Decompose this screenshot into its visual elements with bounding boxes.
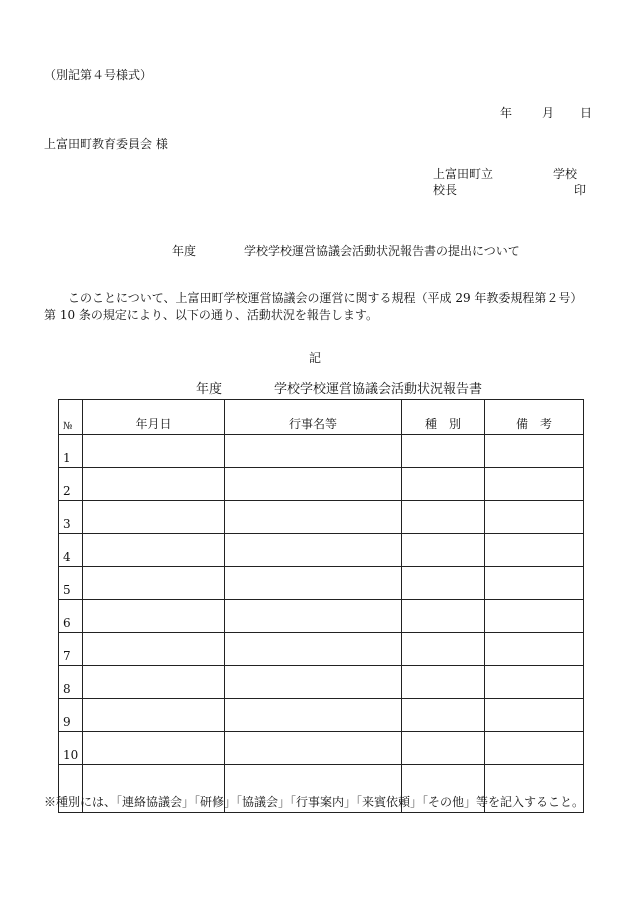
date-row xyxy=(500,106,592,120)
sender-principal xyxy=(433,183,586,197)
footnote: ※種別には、「連絡協議会」「研修」「協議会」「行事案内」「来賓依頼」「その他」等を記入すること。 xyxy=(44,795,585,809)
remarks-cell[interactable] xyxy=(485,435,584,468)
row-number: 10 xyxy=(59,732,83,765)
remarks-cell[interactable] xyxy=(485,600,584,633)
subject-line: 年度 学校学校運営協議会活動状況報告書の提出について xyxy=(172,244,520,258)
table-row xyxy=(59,468,584,501)
event-cell[interactable] xyxy=(225,534,402,567)
event-cell[interactable] xyxy=(225,468,402,501)
remarks-cell[interactable] xyxy=(485,501,584,534)
type-cell[interactable] xyxy=(402,699,485,732)
table-body xyxy=(59,435,584,813)
event-cell[interactable] xyxy=(225,666,402,699)
event-cell[interactable] xyxy=(225,501,402,534)
recipient: 上富田町教育委員会 様 xyxy=(44,137,168,151)
seal-mark: 印 xyxy=(574,183,587,197)
type-cell[interactable] xyxy=(402,600,485,633)
header-remarks: 備 考 xyxy=(485,400,584,435)
remarks-cell[interactable] xyxy=(485,699,584,732)
remarks-cell[interactable] xyxy=(485,468,584,501)
report-table xyxy=(58,399,584,813)
type-cell[interactable] xyxy=(402,501,485,534)
table-row xyxy=(59,732,584,765)
row-number: 6 xyxy=(59,600,83,633)
row-number: 5 xyxy=(59,567,83,600)
event-cell[interactable] xyxy=(225,699,402,732)
type-cell[interactable] xyxy=(402,666,485,699)
date-month: 月 xyxy=(542,106,555,120)
date-cell[interactable] xyxy=(83,435,225,468)
date-cell[interactable] xyxy=(83,567,225,600)
table-row xyxy=(59,666,584,699)
table-row xyxy=(59,435,584,468)
header-no: № xyxy=(59,400,83,435)
principal-label: 校長 xyxy=(433,183,458,197)
body-text: このことについて、上富田町学校運営協議会の運営に関する規程（平成 29 年教委規程第２号）第 10 条の規定により、以下の通り、活動状況を報告します。 xyxy=(44,291,583,322)
type-cell[interactable] xyxy=(402,633,485,666)
date-cell[interactable] xyxy=(83,534,225,567)
row-number: 7 xyxy=(59,633,83,666)
table-row xyxy=(59,633,584,666)
table-row xyxy=(59,534,584,567)
event-cell[interactable] xyxy=(225,732,402,765)
remarks-cell[interactable] xyxy=(485,567,584,600)
type-cell[interactable] xyxy=(402,567,485,600)
remarks-cell[interactable] xyxy=(485,633,584,666)
date-cell[interactable] xyxy=(83,666,225,699)
report-title: 年度 学校学校運営協議会活動状況報告書 xyxy=(196,382,483,397)
date-cell[interactable] xyxy=(83,699,225,732)
header-event: 行事名等 xyxy=(225,400,402,435)
ki-heading: 記 xyxy=(309,351,322,365)
table-header-row xyxy=(59,400,584,435)
date-cell[interactable] xyxy=(83,732,225,765)
event-cell[interactable] xyxy=(225,600,402,633)
table-row xyxy=(59,567,584,600)
type-cell[interactable] xyxy=(402,435,485,468)
row-number: 2 xyxy=(59,468,83,501)
event-cell[interactable] xyxy=(225,435,402,468)
row-number: 4 xyxy=(59,534,83,567)
remarks-cell[interactable] xyxy=(485,534,584,567)
header-date: 年月日 xyxy=(83,400,225,435)
header-type: 種 別 xyxy=(402,400,485,435)
date-cell[interactable] xyxy=(83,501,225,534)
table-row xyxy=(59,699,584,732)
row-number: 8 xyxy=(59,666,83,699)
table-row xyxy=(59,501,584,534)
sender-school: 上富田町立 学校 xyxy=(433,167,578,181)
date-day: 日 xyxy=(580,106,593,120)
form-number: （別記第４号様式） xyxy=(44,68,153,82)
type-cell[interactable] xyxy=(402,732,485,765)
type-cell[interactable] xyxy=(402,468,485,501)
date-cell[interactable] xyxy=(83,468,225,501)
type-cell[interactable] xyxy=(402,534,485,567)
row-number: 1 xyxy=(59,435,83,468)
table-row xyxy=(59,600,584,633)
remarks-cell[interactable] xyxy=(485,666,584,699)
date-year: 年 xyxy=(500,106,513,120)
date-cell[interactable] xyxy=(83,633,225,666)
remarks-cell[interactable] xyxy=(485,732,584,765)
date-cell[interactable] xyxy=(83,600,225,633)
event-cell[interactable] xyxy=(225,567,402,600)
event-cell[interactable] xyxy=(225,633,402,666)
row-number: 3 xyxy=(59,501,83,534)
row-number: 9 xyxy=(59,699,83,732)
